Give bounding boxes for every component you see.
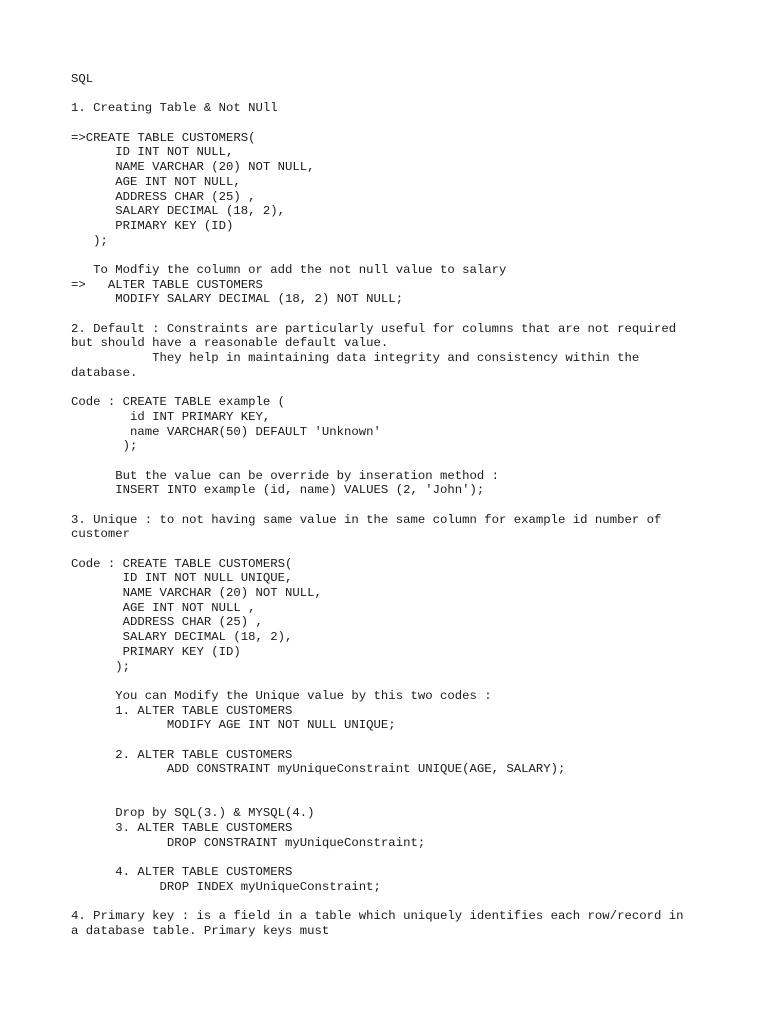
text-line: 1. Creating Table & Not NUll xyxy=(71,101,278,116)
text-line: INSERT INTO example (id, name) VALUES (2, 'John'); xyxy=(71,483,485,498)
text-line: 4. Primary key : is a field in a table which uniquely identifies each row/record in xyxy=(71,909,684,924)
text-line: customer xyxy=(71,527,131,542)
text-line: But the value can be override by inseration method : xyxy=(71,468,500,483)
text-line: 3. Unique : to not having same value in the same column for example id number of xyxy=(71,512,662,527)
text-line: ADDRESS CHAR (25) , xyxy=(71,615,263,630)
text-line: AGE INT NOT NULL, xyxy=(71,174,241,189)
blank-line xyxy=(71,850,731,865)
text-line: ID INT NOT NULL UNIQUE, xyxy=(71,571,293,586)
text-line: => ALTER TABLE CUSTOMERS xyxy=(71,277,263,292)
text-line: 2. ALTER TABLE CUSTOMERS xyxy=(71,747,293,762)
text-line: SALARY DECIMAL (18, 2), xyxy=(71,630,293,645)
text-line: NAME VARCHAR (20) NOT NULL, xyxy=(71,160,315,175)
blank-line xyxy=(71,248,731,263)
text-line: PRIMARY KEY (ID) xyxy=(71,644,241,659)
text-line: They help in maintaining data integrity and consistency within the xyxy=(71,351,640,366)
text-line: a database table. Primary keys must xyxy=(71,923,330,938)
text-line: DROP CONSTRAINT myUniqueConstraint; xyxy=(71,835,426,850)
text-line: name VARCHAR(50) DEFAULT 'Unknown' xyxy=(71,424,381,439)
text-line: =>CREATE TABLE CUSTOMERS( xyxy=(71,130,256,145)
text-line: ADDRESS CHAR (25) , xyxy=(71,189,256,204)
text-line: 1. ALTER TABLE CUSTOMERS xyxy=(71,703,293,718)
text-line: MODIFY SALARY DECIMAL (18, 2) NOT NULL; xyxy=(71,292,404,307)
blank-line xyxy=(71,498,731,513)
text-line: SALARY DECIMAL (18, 2), xyxy=(71,204,286,219)
blank-line xyxy=(71,380,731,395)
text-line: MODIFY AGE INT NOT NULL UNIQUE; xyxy=(71,718,396,733)
text-line: PRIMARY KEY (ID) xyxy=(71,218,234,233)
blank-line xyxy=(71,454,731,469)
text-line: 3. ALTER TABLE CUSTOMERS xyxy=(71,821,293,836)
blank-line xyxy=(71,792,731,807)
text-line: To Modfiy the column or add the not null value to salary xyxy=(71,262,507,277)
text-line: ); xyxy=(71,439,138,454)
text-line: NAME VARCHAR (20) NOT NULL, xyxy=(71,586,322,601)
blank-line xyxy=(71,116,731,131)
text-line: You can Modify the Unique value by this two codes : xyxy=(71,688,492,703)
blank-line xyxy=(71,733,731,748)
text-line: AGE INT NOT NULL , xyxy=(71,600,256,615)
text-line: ADD CONSTRAINT myUniqueConstraint UNIQUE(AGE, SALARY); xyxy=(71,762,566,777)
text-line: database. xyxy=(71,365,138,380)
blank-line xyxy=(71,87,731,102)
blank-line xyxy=(71,895,731,910)
text-line: Code : CREATE TABLE CUSTOMERS( xyxy=(71,556,293,571)
blank-line xyxy=(71,307,731,322)
text-line: ); xyxy=(71,659,131,674)
text-line: DROP INDEX myUniqueConstraint; xyxy=(71,879,381,894)
text-line: id INT PRIMARY KEY, xyxy=(71,409,271,424)
text-line: but should have a reasonable default value. xyxy=(71,336,389,351)
blank-line xyxy=(71,542,731,557)
text-line: 2. Default : Constraints are particularly useful for columns that are not required xyxy=(71,321,677,336)
text-line: Drop by SQL(3.) & MYSQL(4.) xyxy=(71,806,315,821)
text-line: ID INT NOT NULL, xyxy=(71,145,234,160)
text-line: SQL xyxy=(71,72,94,86)
text-line: ); xyxy=(71,233,108,248)
document-body xyxy=(71,72,731,939)
blank-line xyxy=(71,777,731,792)
blank-line xyxy=(71,674,731,689)
text-line: 4. ALTER TABLE CUSTOMERS xyxy=(71,865,293,880)
text-line: Code : CREATE TABLE example ( xyxy=(71,395,286,410)
